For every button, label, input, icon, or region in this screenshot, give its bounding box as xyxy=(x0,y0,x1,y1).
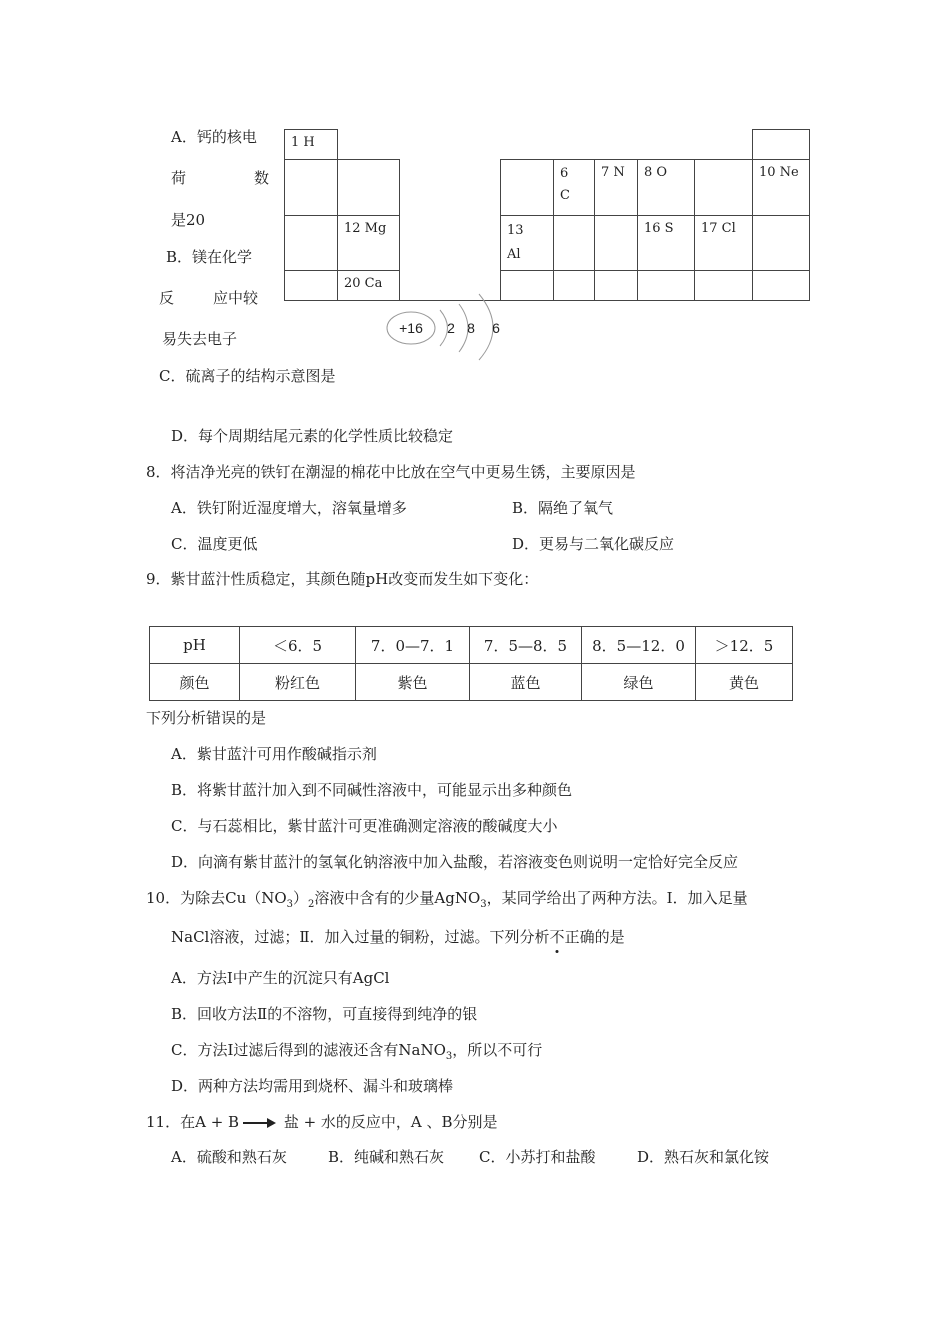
cell-blank xyxy=(594,215,638,271)
cell-blank xyxy=(284,159,338,216)
q10-stem-part: ） xyxy=(293,889,309,907)
cell-sulfur: 16 S xyxy=(637,215,695,271)
q10-stem-part: NaCl溶液，过滤；Ⅱ．加入过量的铜粉，过滤。下列分析 xyxy=(171,928,550,946)
q7-option-a-line3: 是20 xyxy=(171,211,206,229)
cell-blank xyxy=(500,159,554,216)
q10-option-b: B．回收方法Ⅱ的不溶物，可直接得到纯净的银 xyxy=(171,1005,478,1023)
table-row xyxy=(150,664,793,701)
cell-oxygen: 8 O xyxy=(637,159,695,216)
cell-neon: 10 Ne xyxy=(752,159,810,216)
q10-stem-part: 正确的是 xyxy=(564,928,625,946)
q7-option-a-line1: A．钙的核电 xyxy=(171,128,257,146)
shell-electrons-3: 6 xyxy=(492,320,500,336)
table-cell: pH xyxy=(150,627,240,664)
q11-option-b: B．纯碱和熟石灰 xyxy=(328,1148,445,1166)
table-row xyxy=(150,627,793,664)
cell-blank xyxy=(553,270,595,301)
cell-aluminum xyxy=(500,215,554,271)
cell-carbon-number: 6 xyxy=(560,166,569,181)
q7-option-b-line1: B．镁在化学 xyxy=(166,248,253,266)
q8-option-b: B．隔绝了氧气 xyxy=(512,499,614,517)
q10-stem-part: 溶液中含有的少量AgNO xyxy=(314,889,481,907)
cell-magnesium: 12 Mg xyxy=(337,215,400,271)
q9-option-c: C．与石蕊相比，紫甘蓝汁可更准确测定溶液的酸碱度大小 xyxy=(171,817,558,835)
table-cell: 黄色 xyxy=(696,664,793,701)
shell-arc-3 xyxy=(479,294,493,360)
cell-aluminum-number: 13 xyxy=(507,223,524,238)
q9-stem: 9．紫甘蓝汁性质稳定，其颜色随pH改变而发生如下变化： xyxy=(146,570,539,588)
q7-option-b-line2b: 应中较 xyxy=(213,289,259,307)
table-cell: 紫色 xyxy=(356,664,470,701)
subscript: 3 xyxy=(445,1051,453,1062)
cell-carbon-symbol: C xyxy=(560,188,570,203)
ph-color-table xyxy=(149,626,793,701)
q11-option-a: A．硫酸和熟石灰 xyxy=(171,1148,287,1166)
cell-blank xyxy=(637,270,695,301)
q8-option-c: C．温度更低 xyxy=(171,535,258,553)
q8-option-a: A．铁钉附近湿度增大，溶氧量增多 xyxy=(171,499,407,517)
q7-option-b-line3: 易失去电子 xyxy=(162,330,238,348)
q11-stem-part: 盐 + 水的反应中，A 、B分别是 xyxy=(279,1113,498,1131)
cell-blank xyxy=(752,270,810,301)
q11-stem xyxy=(146,1111,498,1132)
cell-blank-r1 xyxy=(752,129,810,160)
q7-option-d: D．每个周期结尾元素的化学性质比较稳定 xyxy=(171,427,454,445)
nucleus-charge: +16 xyxy=(399,320,423,336)
cell-blank xyxy=(594,270,638,301)
shell-electrons-2: 8 xyxy=(467,320,475,336)
q7-option-a-line2b: 数 xyxy=(254,169,270,187)
q7-option-a-line2a: 荷 xyxy=(171,169,187,187)
subscript: 3 xyxy=(480,899,487,910)
table-cell: ＞12．5 xyxy=(696,627,793,664)
table-cell: 粉红色 xyxy=(240,664,356,701)
q9-option-b: B．将紫甘蓝汁加入到不同碱性溶液中，可能显示出多种颜色 xyxy=(171,781,573,799)
sulfur-ion-structure-diagram xyxy=(385,290,515,365)
q10-option-d: D．两种方法均需用到烧杯、漏斗和玻璃棒 xyxy=(171,1077,454,1095)
cell-blank xyxy=(553,215,595,271)
shell-electrons-1: 2 xyxy=(447,320,455,336)
cell-calcium: 20 Ca xyxy=(337,270,400,301)
cell-blank xyxy=(694,159,753,216)
table-cell: 7．5—8．5 xyxy=(470,627,582,664)
q10-option-c xyxy=(171,1039,542,1062)
table-cell: 颜色 xyxy=(150,664,240,701)
cell-hydrogen: 1 H xyxy=(284,129,338,160)
cell-blank xyxy=(284,215,338,271)
q8-stem: 8．将洁净光亮的铁钉在潮湿的棉花中比放在空气中更易生锈，主要原因是 xyxy=(146,463,636,481)
q10-stem-line2 xyxy=(171,926,625,947)
q10-option-c-part: ，所以不可行 xyxy=(452,1041,543,1059)
q11-option-d: D．熟石灰和氯化铵 xyxy=(637,1148,770,1166)
q7-option-c: C．硫离子的结构示意图是 xyxy=(159,367,336,385)
subscript: 3 xyxy=(286,899,294,910)
q10-stem-line1 xyxy=(146,887,748,910)
cell-aluminum-symbol: Al xyxy=(507,247,521,262)
q9-option-d: D．向滴有紫甘蓝汁的氢氧化钠溶液中加入盐酸，若溶液变色则说明一定恰好完全反应 xyxy=(171,853,739,871)
q10-option-c-part: C．方法Ⅰ过滤后得到的滤液还含有NaNO xyxy=(171,1041,446,1059)
reaction-arrow-icon xyxy=(241,1117,277,1129)
q8-option-d: D．更易与二氧化碳反应 xyxy=(512,535,675,553)
q7-option-b-line2a: 反 xyxy=(159,289,175,307)
subscript: 2 xyxy=(308,899,315,910)
q9-prompt: 下列分析错误的是 xyxy=(146,709,267,727)
table-cell: 8．5—12．0 xyxy=(582,627,696,664)
q10-stem-part: ，某同学给出了两种方法。Ⅰ．加入足量 xyxy=(486,889,748,907)
cell-carbon xyxy=(553,159,595,216)
cell-blank xyxy=(694,270,753,301)
q10-stem-part: 10．为除去Cu（NO xyxy=(146,889,287,907)
table-cell: 7．0—7．1 xyxy=(356,627,470,664)
cell-blank xyxy=(284,270,338,301)
cell-chlorine: 17 Cl xyxy=(694,215,753,271)
cell-blank xyxy=(337,159,400,216)
table-cell: ＜6．5 xyxy=(240,627,356,664)
q9-option-a: A．紫甘蓝汁可用作酸碱指示剂 xyxy=(171,745,377,763)
q11-stem-part: 11．在A + B xyxy=(146,1113,240,1131)
q11-option-c: C．小苏打和盐酸 xyxy=(479,1148,596,1166)
cell-blank xyxy=(752,215,810,271)
table-cell: 蓝色 xyxy=(470,664,582,701)
cell-nitrogen: 7 N xyxy=(594,159,638,216)
q10-option-a: A．方法Ⅰ中产生的沉淀只有AgCl xyxy=(171,969,390,987)
table-cell: 绿色 xyxy=(582,664,696,701)
emphasis-not: 不 xyxy=(549,928,565,946)
